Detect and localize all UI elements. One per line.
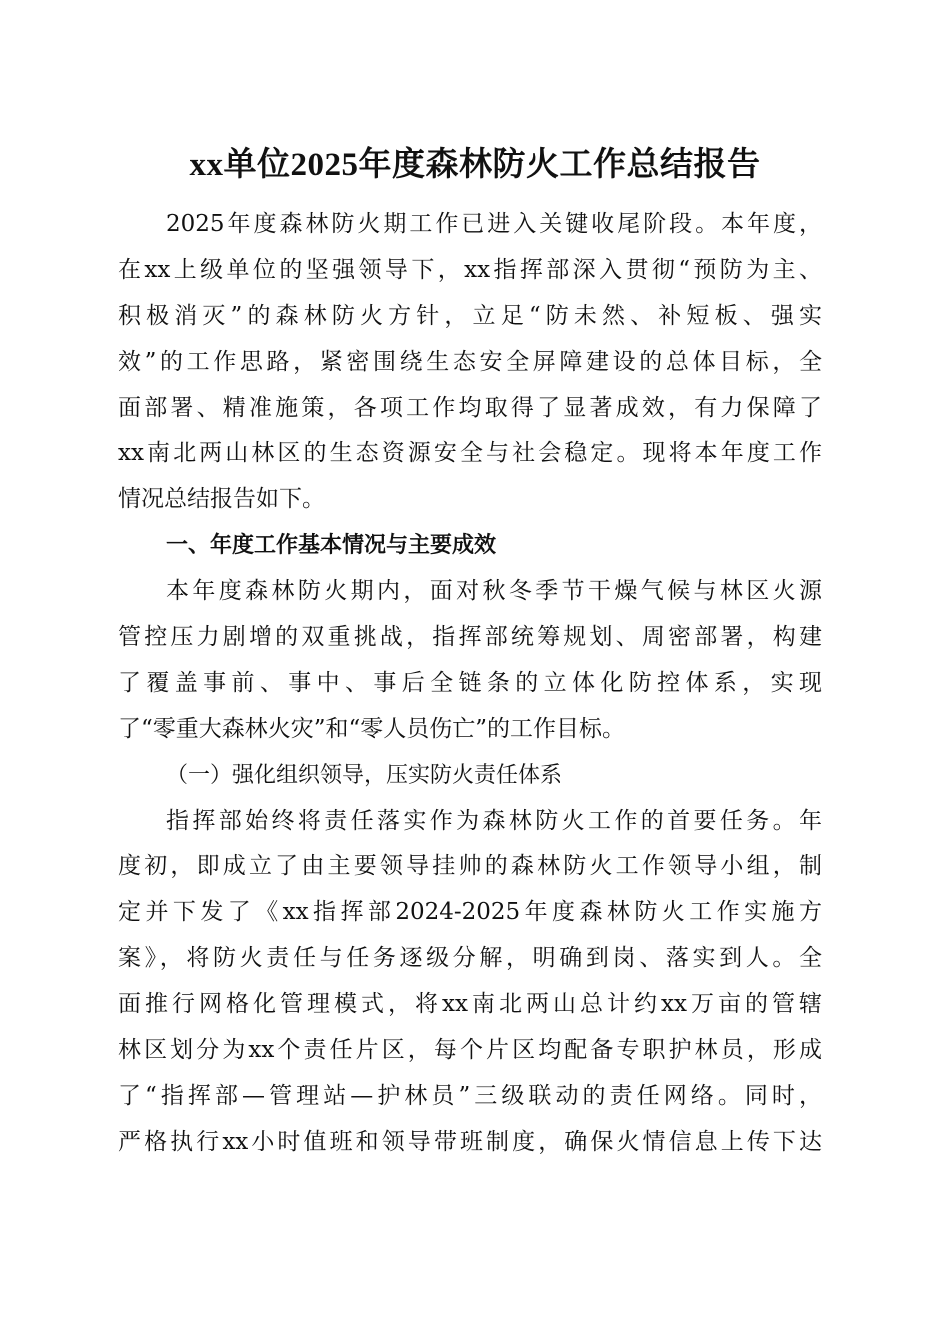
paragraph-line: 度初，即成立了由主要领导挂帅的森林防火工作领导小组，制 (118, 853, 822, 880)
section-heading: 一、年度工作基本情况与主要成效 (166, 533, 497, 559)
paragraph-line: 效”的工作思路，紧密围绕生态安全屏障建设的总体目标，全 (118, 348, 822, 375)
paragraph-line: xx南北两山林区的生态资源安全与社会稳定。现将本年度工作 (118, 440, 822, 467)
paragraph-line: 了“指挥部—管理站—护林员”三级联动的责任网络。同时， (118, 1082, 822, 1109)
paragraph-line: 在xx上级单位的坚强领导下，xx指挥部深入贯彻“预防为主、 (118, 256, 822, 283)
paragraph-line: 本年度森林防火期内，面对秋冬季节干燥气候与林区火源 (166, 578, 822, 605)
paragraph-line: 2025年度森林防火期工作已进入关键收尾阶段。本年度， (166, 211, 822, 237)
paragraph-line: 管控压力剧增的双重挑战，指挥部统筹规划、周密部署，构建 (118, 624, 822, 651)
paragraph-line: 了覆盖事前、事中、事后全链条的立体化防控体系，实现 (118, 669, 822, 696)
document-body (118, 202, 822, 1166)
paragraph-line: 案》，将防火责任与任务逐级分解，明确到岗、落实到人。全 (118, 945, 822, 972)
paragraph-line: 面部署、精准施策，各项工作均取得了显著成效，有力保障了 (118, 394, 822, 421)
subsection-heading: （一）强化组织领导，压实防火责任体系 (166, 762, 563, 788)
document-title: xx单位2025年度森林防火工作总结报告 (189, 147, 761, 183)
paragraph-line: 了“零重大森林火灾”和“零人员伤亡”的工作目标。 (118, 715, 626, 742)
paragraph-line: 情况总结报告如下。 (118, 486, 325, 513)
paragraph-line: 面推行网格化管理模式，将xx南北两山总计约xx万亩的管辖 (118, 991, 822, 1018)
paragraph-line: 严格执行xx小时值班和领导带班制度，确保火情信息上传下达 (118, 1128, 822, 1155)
paragraph-line: 指挥部始终将责任落实作为森林防火工作的首要任务。年 (166, 807, 822, 834)
paragraph-line: 积极消灭”的森林防火方针，立足“防未然、补短板、强实 (118, 302, 822, 329)
paragraph-line: 定并下发了《xx指挥部2024-2025年度森林防火工作实施方 (118, 899, 822, 926)
paragraph-line: 林区划分为xx个责任片区，每个片区均配备专职护林员，形成 (118, 1037, 822, 1064)
